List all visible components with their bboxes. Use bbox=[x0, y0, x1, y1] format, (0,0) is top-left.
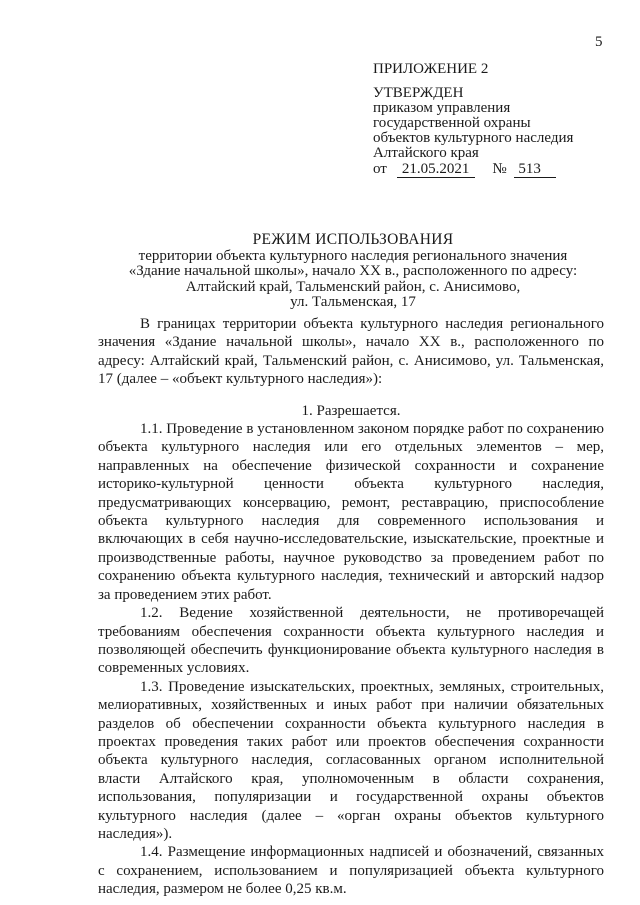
title-line: Алтайский край, Тальменский район, с. Анисимово, bbox=[185, 278, 521, 295]
title-line: ул. Тальменская, 17 bbox=[290, 294, 416, 310]
title-main: РЕЖИМ ИСПОЛЬЗОВАНИЯ bbox=[252, 231, 454, 248]
approval-line: Алтайского края bbox=[373, 145, 479, 161]
approval-line: приказом управления bbox=[373, 100, 511, 116]
approval-line: государственной охраны bbox=[373, 115, 531, 131]
clause-1-1: 1.1. Проведение в установленном законом порядке работ по сохранению объекта культурного наследия или его отдельных элементов – мер, направленных на обеспечение физической сохранности и сохранение историко-культурной ценности объекта культурного наследия, предусматривающих консервацию, ремонт, реставрацию, приспособление объекта культурного наследия для современного использования и включающих в себя научно-исследовательские, изыскательские, проектные и производственные работы, научное руководство за проведением работ по сохранению объекта культурного наследия, технический и авторский надзор за проведением этих работ. bbox=[98, 421, 604, 603]
title-line: территории объекта культурного наследия регионального значения bbox=[138, 247, 568, 264]
clause-1-4: 1.4. Размещение информационных надписей и обозначений, связанных с сохранением, использованием и популяризацией объекта культурного наследия, размером не более 0,25 кв.м. bbox=[98, 844, 604, 898]
order-number: 513 bbox=[514, 161, 556, 178]
section-heading: 1. Разрешается. bbox=[301, 402, 401, 419]
order-date: 21.05.2021 bbox=[397, 161, 475, 178]
document-body bbox=[98, 315, 604, 899]
number-sign: № bbox=[492, 161, 507, 177]
title-line: «Здание начальной школы», начало XX в., расположенного по адресу: bbox=[128, 263, 578, 279]
page-number: 5 bbox=[595, 34, 603, 50]
appendix-label: ПРИЛОЖЕНИЕ 2 bbox=[373, 61, 489, 77]
document-title bbox=[100, 232, 606, 311]
intro-paragraph: В границах территории объекта культурного наследия регионального значения «Здание начальной школы», начало XX в., расположенного по адресу: Алтайский край, Тальменский район, с. Анисимово, ул. Тальменская, 17 (далее – «объект культурного наследия»): bbox=[98, 316, 604, 388]
from-label: от bbox=[373, 161, 387, 177]
approved-label: УТВЕРЖДЕН bbox=[373, 85, 464, 101]
approval-line: объектов культурного наследия bbox=[373, 130, 574, 146]
clause-1-2: 1.2. Ведение хозяйственной деятельности, не противоречащей требованиям обеспечения сохранности объекта культурного наследия и позволяющей обеспечить функционирование объекта культурного наследия в современных условиях. bbox=[98, 605, 604, 677]
clause-1-3: 1.3. Проведение изыскательских, проектных, земляных, строительных, мелиоративных, хозяйственных и иных работ при наличии обязательных разделов об обеспечении сохранности объекта культурного наследия в проектах проведения таких работ или проектов обеспечения сохранности объекта культурного наследия, согласованных органом исполнительной власти Алтайского края, уполномоченным в области сохранения, использования, популяризации и государственной охраны объектов культурного наследия (далее – «орган охраны объектов культурного наследия»). bbox=[98, 678, 604, 842]
order-details bbox=[373, 161, 623, 178]
approval-block bbox=[373, 62, 623, 178]
